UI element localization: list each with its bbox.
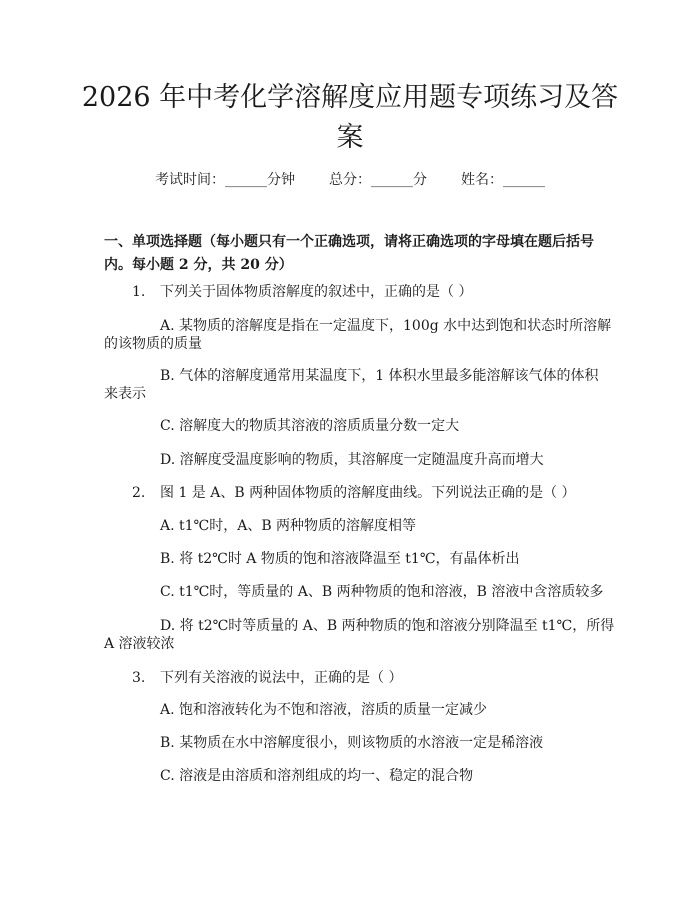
exam-time-field: 考试时间：______分钟 [155,172,295,188]
option-line: B. 某物质在水中溶解度很小，则该物质的水溶液一定是稀溶液 [160,735,544,751]
option-line: A. 某物质的溶解度是指在一定温度下，100g 水中达到饱和状态时所溶解 [160,318,612,334]
option-continuation: 的该物质的质量 [104,336,202,352]
option-line: D. 溶解度受温度影响的物质，其溶解度一定随温度升高而增大 [160,452,544,468]
student-name-field: 姓名：______ [461,172,545,188]
option-line: D. 将 t2℃时等质量的 A、B 两种物质的饱和溶液分别降温至 t1℃，所得 [160,618,615,634]
option-line: C. 溶液是由溶质和溶剂组成的均一、稳定的混合物 [160,768,474,784]
section-heading-line-1: 一、单项选择题（每小题只有一个正确选项，请将正确选项的字母填在题后括号 [104,234,594,250]
section-heading-line-2: 内。每小题 2 分，共 20 分） [104,257,293,273]
option-line: B. 气体的溶解度通常用某温度下，1 体积水里最多能溶解该气体的体积 [160,368,599,384]
option-line: B. 将 t2℃时 A 物质的饱和溶液降温至 t1℃，有晶体析出 [160,551,520,567]
option-line: A. 饱和溶液转化为不饱和溶液，溶质的质量一定减少 [160,702,488,718]
section-heading-single-choice [104,231,624,277]
question-number: 3. [132,670,146,686]
question-stem: 下列关于固体物质溶解度的叙述中，正确的是（ ） [160,284,473,300]
question-stem: 下列有关溶液的说法中，正确的是（ ） [160,670,403,686]
total-score-field: 总分：______分 [329,172,427,188]
option-continuation: 来表示 [104,386,146,402]
document-title [70,78,630,158]
title-line-2: 案 [336,122,364,153]
option-line: C. 溶解度大的物质其溶液的溶质质量分数一定大 [160,418,460,434]
exam-info-bar [0,170,700,190]
option-line: C. t1℃时，等质量的 A、B 两种物质的饱和溶液，B 溶液中含溶质较多 [160,584,604,600]
question-stem: 图 1 是 A、B 两种固体物质的溶解度曲线。下列说法正确的是（ ） [160,485,576,501]
question-number: 1. [132,284,146,300]
option-line: A. t1℃时，A、B 两种物质的溶解度相等 [160,518,417,534]
option-continuation: A 溶液较浓 [104,636,175,652]
title-line-1: 2026 年中考化学溶解度应用题专项练习及答 [81,82,619,113]
question-number: 2. [132,485,146,501]
